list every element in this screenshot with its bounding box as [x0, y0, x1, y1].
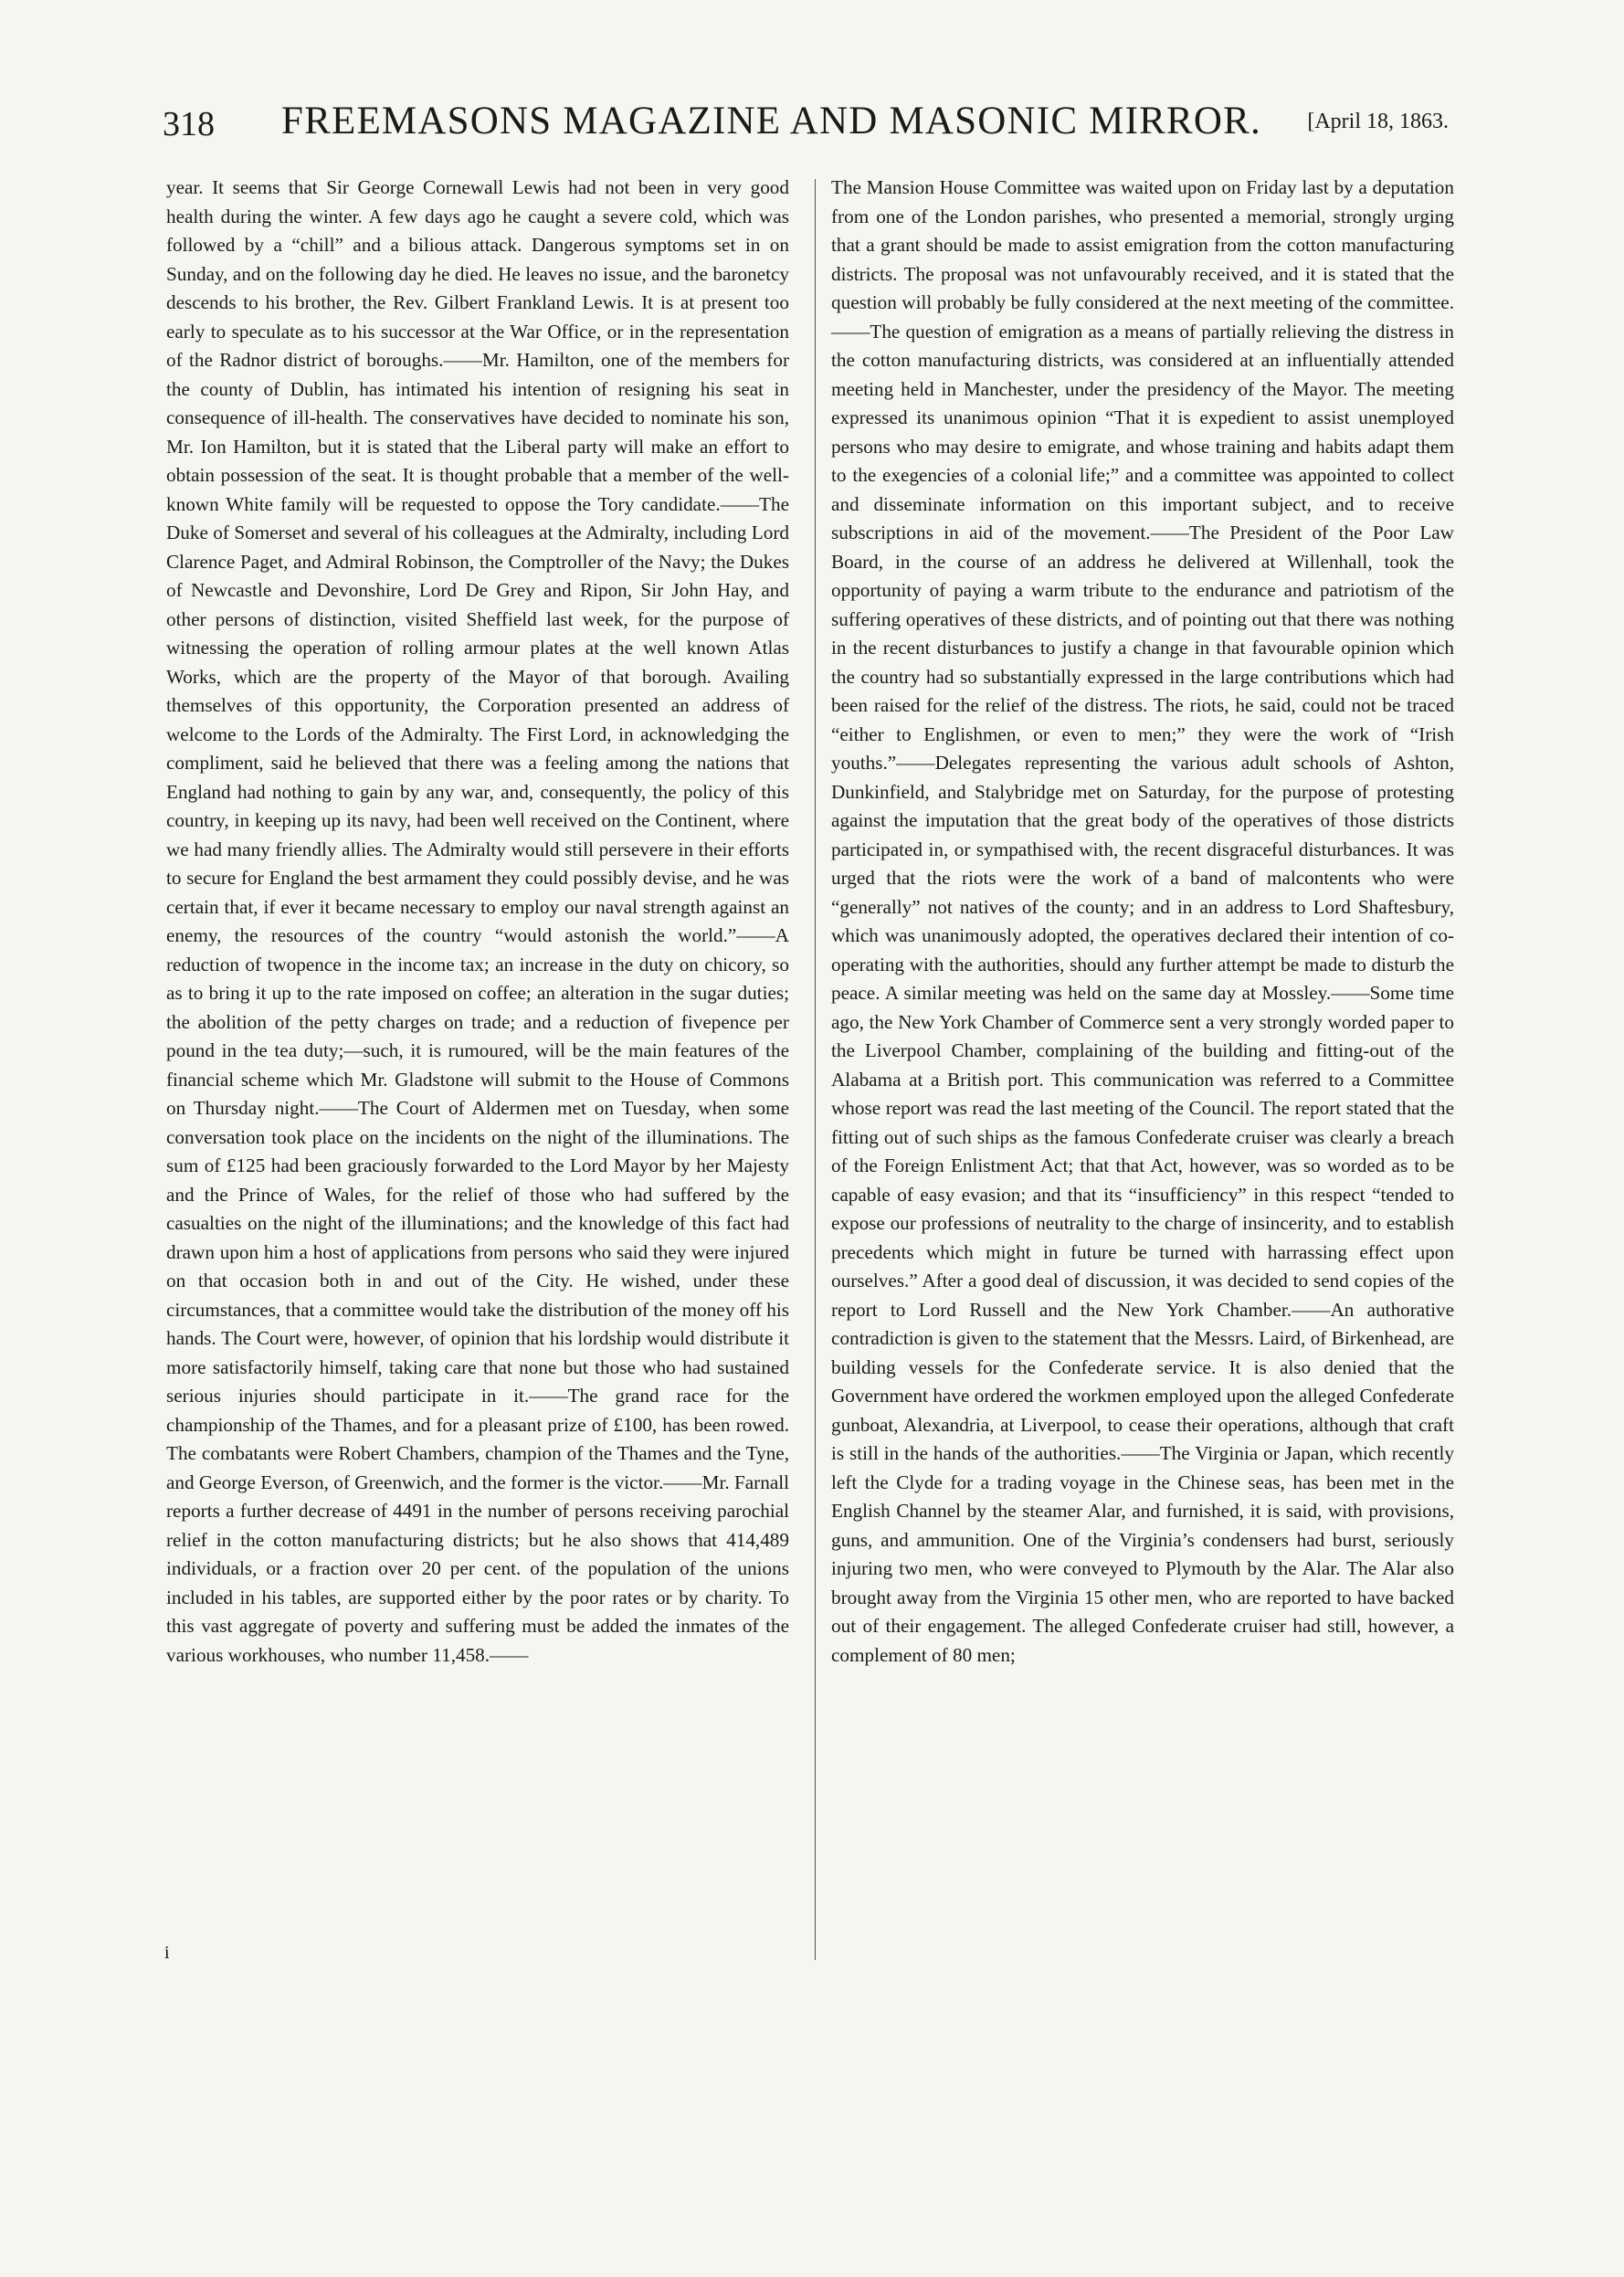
page-header	[163, 91, 1449, 155]
signature-mark: i	[164, 1943, 170, 1963]
column-divider	[815, 179, 816, 1960]
left-column	[166, 174, 789, 1670]
running-title: FREEMASONS MAGAZINE AND MASONIC MIRROR.	[281, 100, 1261, 142]
page-number: 318	[163, 105, 215, 143]
left-column-text: year. It seems that Sir George Cornewall Lewis had not been in very good health during the winter. A few days ago he caught a severe cold, which was followed by a “chill” and a bilious attack. Dangerous symptoms set in on Sunday, and on the following day he died. He leaves no issue, and the baronetcy descends to his brother, the Rev. Gilbert Frankland Lewis. It is at present too early to speculate as to his successor at the War Office, or in the representation of the Radnor district of boroughs.——Mr. Hamilton, one of the members for the county of Dublin, has intimated his intention of resigning his seat in consequence of ill-health. The conservatives have decided to nominate his son, Mr. Ion Hamilton, but it is stated that the Liberal party will make an effort to obtain possession of the seat. It is thought probable that a member of the well-known White family will be requested to oppose the Tory candidate.——The Duke of Somerset and several of his colleagues at the Admiralty, including Lord Clarence Paget, and Admiral Robinson, the Comptroller of the Navy; the Dukes of Newcastle and Devonshire, Lord De Grey and Ripon, Sir John Hay, and other persons of distinction, visited Sheffield last week, for the purpose of witnessing the operation of rolling armour plates at the well known Atlas Works, which are the property of the Mayor of that borough. Availing themselves of this opportunity, the Corporation presented an address of welcome to the Lords of the Admiralty. The First Lord, in acknowledging the compliment, said he believed that there was a feeling among the nations that England had nothing to gain by any war, and, consequently, the policy of this country, in keeping up its navy, had been well received on the Continent, where we had many friendly allies. The Admiralty would still persevere in their efforts to secure for England the best armament they could possibly devise, and he was certain that, if ever it became necessary to employ our naval strength against an enemy, the resources of the country “would astonish the world.”——A reduction of twopence in the income tax; an increase in the duty on chicory, so as to bring it up to the rate imposed on coffee; an alteration in the sugar duties; the abolition of the petty charges on trade; and a reduction of fivepence per pound in the tea duty;—such, it is rumoured, will be the main features of the financial scheme which Mr. Gladstone will submit to the House of Commons on Thursday night.——The Court of Aldermen met on Tuesday, when some conversation took place on the incidents on the night of the illuminations. The sum of £125 had been graciously forwarded to the Lord Mayor by her Majesty and the Prince of Wales, for the relief of those who had suffered by the casualties on the night of the illuminations; and the knowledge of this fact had drawn upon him a host of applications from persons who said they were injured on that occasion both in and out of the City. He wished, under these circumstances, that a committee would take the distribution of the money off his hands. The Court were, however, of opinion that his lordship would distribute it more satisfactorily himself, taking care that none but those who had sustained serious injuries should participate in it.——The grand race for the championship of the Thames, and for a pleasant prize of £100, has been rowed. The combatants were Robert Chambers, champion of the Thames and the Tyne, and George Everson, of Greenwich, and the former is the victor.——Mr. Farnall reports a further decrease of 4491 in the number of persons receiving parochial relief in the cotton manufacturing districts; but he also shows that 414,489 individuals, or a fraction over 20 per cent. of the population of the unions included in his tables, are supported either by the poor rates or by charity. To this vast aggregate of poverty and suffering must be added the inmates of the various workhouses, who number 11,458.——	[166, 176, 789, 1666]
right-column	[831, 174, 1454, 1670]
issue-date: [April 18, 1863.	[1307, 110, 1449, 133]
right-column-text: The Mansion House Committee was waited upon on Friday last by a deputation from one of the London parishes, who presented a memorial, strongly urging that a grant should be made to assist emigration from the cotton manufacturing districts. The proposal was not unfavourably received, and it is stated that the question will probably be fully considered at the next meeting of the committee.——The question of emigration as a means of partially relieving the distress in the cotton manufacturing districts, was considered at an influentially attended meeting held in Manchester, under the presidency of the Mayor. The meeting expressed its unanimous opinion “That it is expedient to assist unemployed persons who may desire to emigrate, and whose training and habits adapt them to the exegencies of a colonial life;” and a committee was appointed to collect and disseminate information on this important subject, and to receive subscriptions in aid of the movement.——The President of the Poor Law Board, in the course of an address he delivered at Willenhall, took the opportunity of paying a warm tribute to the endurance and patriotism of the suffering operatives of these districts, and of pointing out that there was nothing in the recent disturbances to justify a change in that favourable opinion which the country had so substantially expressed in the large contributions which had been raised for the relief of the distress. The riots, he said, could not be traced “either to Englishmen, or even to men;” they were the work of “Irish youths.”——Delegates representing the various adult schools of Ashton, Dunkinfield, and Stalybridge met on Saturday, for the purpose of protesting against the imputation that the great body of the operatives of those districts participated in, or sympathised with, the recent disgraceful disturbances. It was urged that the riots were the work of a band of malcontents who were “generally” not natives of the county; and in an address to Lord Shaftesbury, which was unanimously adopted, the operatives declared their intention of co-operating with the authorities, should any further attempt be made to disturb the peace. A similar meeting was held on the same day at Mossley.——Some time ago, the New York Chamber of Commerce sent a very strongly worded paper to the Liverpool Chamber, complaining of the building and fitting-out of the Alabama at a British port. This communication was referred to a Committee whose report was read the last meeting of the Council. The report stated that the fitting out of such ships as the famous Confederate cruiser was clearly a breach of the Foreign Enlistment Act; that that Act, however, was so worded as to be capable of easy evasion; and that its “insufficiency” in this respect “tended to expose our professions of neutrality to the charge of insincerity, and to establish precedents which might in future be turned with harrassing effect upon ourselves.” After a good deal of discussion, it was decided to send copies of the report to Lord Russell and the New York Chamber.——An authorative contradiction is given to the statement that the Messrs. Laird, of Birkenhead, are building vessels for the Confederate service. It is also denied that the Government have ordered the workmen employed upon the alleged Confederate gunboat, Alexandria, at Liverpool, to cease their operations, although that craft is still in the hands of the authorities.——The Virginia or Japan, which recently left the Clyde for a trading voyage in the Chinese seas, has been met in the English Channel by the steamer Alar, and furnished, it is said, with provisions, guns, and ammunition. One of the Virginia’s condensers had burst, seriously injuring two men, who were conveyed to Plymouth by the Alar. The Alar also brought away from the Virginia 15 other men, who are reported to have backed out of their engagement. The alleged Confederate cruiser had still, however, a complement of 80 men;	[831, 176, 1454, 1666]
